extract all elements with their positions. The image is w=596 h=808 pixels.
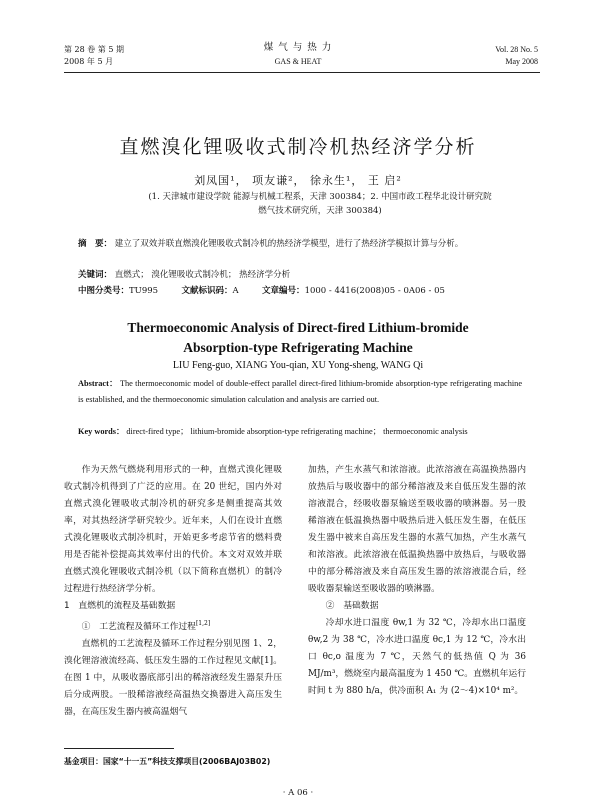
body-column-left (64, 462, 282, 721)
date-en: May 2008 (505, 57, 538, 66)
page-number: · A 06 · (282, 788, 314, 798)
classification-line (78, 284, 445, 299)
body-paragraph: 直燃机的工艺流程及循环工作过程分别见图 1、2，溴化锂溶液流经高、低压发生器的工作过程见文献[1]。在图 1 中，从吸收器底部引出的稀溶液经发生器泵升压后分成两股。一股稀溶液经高温热交换器进入高压发生器，在高压发生器内被高温烟气 (64, 638, 282, 717)
article-number-label: 文章编号： (262, 286, 305, 296)
journal-name-en: GAS & HEAT (274, 57, 322, 66)
section-heading: 1 直燃机的流程及基础数据 (64, 601, 176, 611)
body-paragraph: 冷却水进口温度 θw,1 为 32 ℃，冷却水出口温度 θw,2 为 38 ℃，冷水进口温度 θc,1 为 12 ℃，冷水出口 θc,o 温度为 7 ℃，天然气的低热值 Q 为 36 MJ/m³，燃烧室内最高温度为 1 450 ℃。直燃机年运行时间 t 为 880 h/a，供冷面积 A₁ 为 (2～4)×10⁴ m²。 (308, 618, 526, 696)
affiliations-zh (120, 190, 520, 218)
keywords-en (78, 424, 522, 440)
article-number-value: 1000 - 4416(2008)05 - 0A06 - 05 (304, 286, 445, 296)
page-title-zh: 直燃溴化锂吸收式制冷机热经济学分析 (119, 136, 477, 158)
abstract-en-label: Abstract： (78, 379, 118, 388)
volume-issue-zh: 第 28 卷 第 5 期 (64, 45, 124, 54)
clc-value: TU995 (129, 286, 159, 296)
keywords-en-text: direct-fired type； lithium-bromide absorption-type refrigerating machine； thermoeconomic analysis (126, 427, 468, 436)
header-rule (64, 72, 540, 73)
authors-en: LIU Feng-guo, XIANG You-qian, XU Yong-sheng, WANG Qi (172, 360, 424, 371)
clc-label: 中图分类号： (78, 286, 130, 296)
title-en-line: Absorption-type Refrigerating Machine (183, 340, 413, 355)
body-paragraph: 加热，产生水蒸气和浓溶液。此浓溶液在高温换热器内放热后与吸收器中的部分稀溶液及来自低压发生器的浓溶液混合，经吸收器泵输送至吸收器的喷淋器。另一股稀溶液在低温换热器中吸热后进入低压发生器，在低压发生器中被来自高压发生器的水蒸气加热，产生水蒸气和浓溶液。此浓溶液在低温换热器中放热后，与吸收器中的部分稀溶液及来自高压发生器的浓溶液混合后，经吸收器泵输送至吸收器的喷淋器。 (308, 465, 526, 594)
abstract-en (78, 376, 522, 407)
journal-name-zh: 煤 气 与 热 力 (263, 42, 333, 53)
abstract-zh-label: 摘 要： (78, 239, 113, 249)
abstract-en-text: The thermoeconomic model of double-effect parallel direct-fired lithium-bromide absorption-type refrigerating machine is established, and the thermoeconomic simulation calculation and analysis are carried out. (78, 379, 523, 404)
title-en-line: Thermoeconomic Analysis of Direct-fired Lithium-bromide (127, 320, 469, 335)
subsection-heading (64, 615, 282, 636)
subsection-heading-text: ① 工艺流程及循环工作过程 (81, 621, 196, 632)
body-paragraph: 作为天然气燃烧利用形式的一种，直燃式溴化锂吸收式制冷机得到了广泛的应用。在 20 世纪，国内外对直燃式溴化锂吸收式制冷机的研究多是侧重提高其效率，对其热经济学研究较少。近年来，人们在设计直燃式溴化锂吸收式制冷机时，开始更多考虑节省的燃料费用是否能补偿提高其效率付出的代价。本文对双效并联直燃式溴化锂吸收式制冷机（以下简称直燃机）的制冷过程进行热经济学分析。 (64, 465, 282, 594)
keywords-zh (78, 268, 290, 283)
affiliation-line: 燃气技术研究所，天津 300384) (258, 206, 382, 216)
volume-issue-en: Vol. 28 No. 5 (495, 45, 538, 54)
keywords-zh-text: 直燃式； 溴化锂吸收式制冷机； 热经济学分析 (114, 270, 291, 280)
keywords-zh-label: 关键词： (78, 270, 113, 280)
page-title-en (0, 318, 596, 358)
footnote: 基金项目：国家“十一五”科技支撑项目(2006BAJ03B02) (64, 757, 271, 766)
abstract-zh (78, 236, 522, 252)
authors-zh: 刘凤国¹， 项友谦²， 徐永生¹， 王 启² (194, 174, 402, 187)
citation-ref: [1,2] (195, 620, 211, 627)
footnote-rule (64, 748, 174, 749)
body-column-right (308, 462, 526, 700)
subsection-heading: ② 基础数据 (325, 601, 379, 611)
doc-code-value: A (232, 286, 239, 296)
doc-code-label: 文献标识码： (181, 286, 233, 296)
affiliation-line: (1. 天津城市建设学院 能源与机械工程系，天津 300384；2. 中国市政工程华北设计研究院 (148, 192, 492, 202)
date-zh: 2008 年 5 月 (64, 57, 114, 66)
keywords-en-label: Key words： (78, 427, 125, 436)
abstract-zh-text: 建立了双效并联直燃溴化锂吸收式制冷机的热经济学模型，进行了热经济学模拟计算与分析。 (114, 239, 464, 249)
